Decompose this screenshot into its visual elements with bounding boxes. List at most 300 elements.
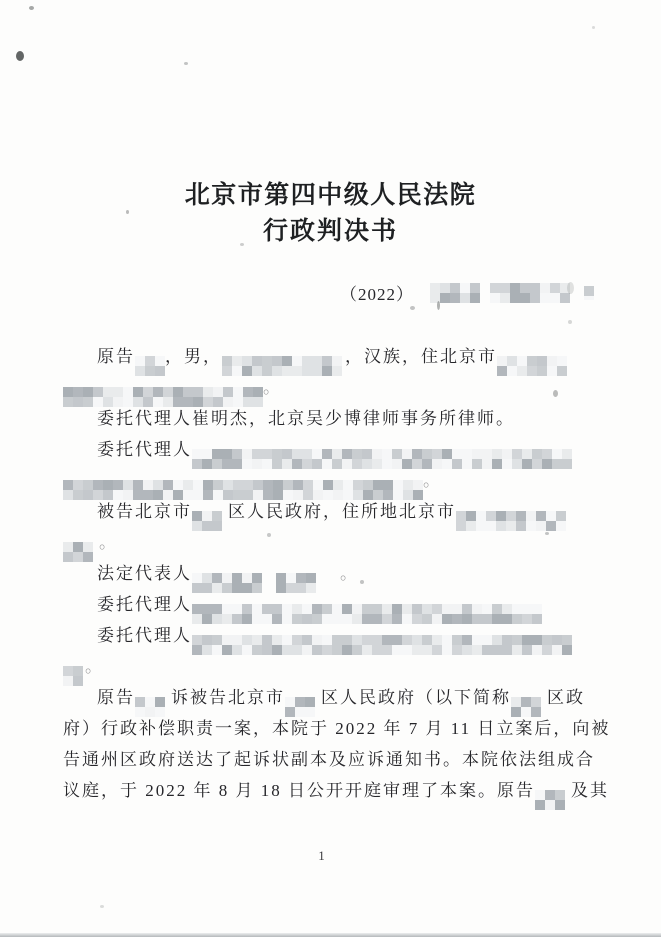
mosaic-cell: [442, 645, 452, 655]
mosaic-cell: [133, 480, 143, 490]
mosaic-cell: [183, 480, 193, 490]
mosaic-cell: [73, 552, 83, 562]
mosaic-cell: [502, 635, 512, 645]
text-segment: 。: [340, 564, 359, 583]
mosaic-cell: [547, 356, 557, 366]
mosaic-cell: [332, 356, 342, 366]
mosaic-cell: [73, 397, 83, 407]
mosaic-cell: [342, 635, 352, 645]
mosaic-cell: [163, 480, 173, 490]
mosaic-cell: [242, 645, 252, 655]
mosaic-cell: [403, 480, 413, 490]
scan-speckle: [410, 306, 415, 310]
mosaic-cell: [507, 356, 517, 366]
mosaic-cell: [302, 604, 312, 614]
mosaic-cell: [143, 387, 153, 397]
text-segment: 议庭，于 2022 年 8 月 18 日公开开庭审理了本案。原告: [63, 781, 535, 800]
mosaic-cell: [496, 511, 506, 521]
mosaic-cell: [233, 387, 243, 397]
mosaic-cell: [512, 459, 522, 469]
mosaic-cell: [537, 366, 547, 376]
mosaic-cell: [460, 293, 470, 303]
redaction-block: [490, 283, 579, 303]
mosaic-cell: [527, 356, 537, 366]
redaction-block: [584, 286, 597, 300]
mosaic-cell: [272, 356, 282, 366]
mosaic-cell: [192, 645, 202, 655]
mosaic-cell: [306, 573, 316, 583]
mosaic-cell: [372, 635, 382, 645]
mosaic-cell: [312, 635, 322, 645]
text-segment: 法定代表人: [97, 564, 192, 583]
mosaic-cell: [452, 604, 462, 614]
mosaic-cell: [242, 449, 252, 459]
scan-speckle: [267, 533, 271, 537]
mosaic-cell: [113, 387, 123, 397]
mosaic-cell: [422, 449, 432, 459]
scan-speckle: [592, 26, 595, 29]
mosaic-cell: [232, 356, 242, 366]
mosaic-cell: [332, 645, 342, 655]
court-name: 北京市第四中级人民法院: [184, 182, 477, 209]
mosaic-cell: [202, 573, 212, 583]
mosaic-cell: [296, 573, 306, 583]
mosaic-cell: [362, 449, 372, 459]
scan-speckle: [126, 210, 129, 214]
mosaic-cell: [470, 283, 480, 293]
mosaic-cell: [535, 790, 545, 800]
text-line: [63, 465, 608, 496]
scan-speckle: [437, 301, 440, 310]
mosaic-cell: [562, 459, 572, 469]
mosaic-cell: [482, 459, 492, 469]
mosaic-cell: [430, 283, 440, 293]
scan-speckle: [567, 282, 574, 294]
mosaic-cell: [305, 697, 315, 707]
text-line: [63, 620, 608, 651]
mosaic-cell: [223, 387, 233, 397]
text-segment: 委托代理人: [97, 595, 192, 614]
mosaic-cell: [540, 283, 550, 293]
mosaic-cell: [440, 293, 450, 303]
mosaic-cell: [153, 387, 163, 397]
mosaic-cell: [292, 356, 302, 366]
mosaic-cell: [460, 283, 470, 293]
mosaic-cell: [512, 645, 522, 655]
text-line: [63, 558, 608, 589]
mosaic-cell: [212, 604, 222, 614]
mosaic-cell: [562, 645, 572, 655]
mosaic-cell: [506, 521, 516, 531]
scan-speckle: [545, 532, 549, 535]
mosaic-cell: [312, 356, 322, 366]
mosaic-cell: [73, 542, 83, 552]
mosaic-cell: [500, 283, 510, 293]
mosaic-cell: [521, 697, 531, 707]
text-segment: 诉被告北京市: [171, 688, 285, 707]
mosaic-cell: [462, 635, 472, 645]
mosaic-cell: [462, 604, 472, 614]
mosaic-cell: [282, 635, 292, 645]
mosaic-cell: [202, 449, 212, 459]
mosaic-cell: [472, 449, 482, 459]
mosaic-cell: [402, 635, 412, 645]
mosaic-cell: [63, 542, 73, 552]
mosaic-cell: [302, 645, 312, 655]
mosaic-cell: [212, 635, 222, 645]
mosaic-cell: [546, 511, 556, 521]
mosaic-cell: [486, 521, 496, 531]
mosaic-cell: [63, 676, 73, 686]
mosaic-cell: [222, 604, 232, 614]
mosaic-cell: [502, 604, 512, 614]
mosaic-cell: [332, 449, 342, 459]
mosaic-cell: [232, 645, 242, 655]
mosaic-cell: [500, 293, 510, 303]
mosaic-cell: [492, 459, 502, 469]
text-segment: 被告北京市: [97, 502, 192, 521]
mosaic-cell: [472, 635, 482, 645]
text-line: [63, 527, 608, 558]
text-segment: 区政: [547, 688, 585, 707]
mosaic-cell: [555, 790, 565, 800]
mosaic-cell: [546, 521, 556, 531]
text-segment: 区人民政府（以下简称: [321, 688, 511, 707]
mosaic-cell: [262, 645, 272, 655]
mosaic-cell: [212, 645, 222, 655]
mosaic-cell: [556, 511, 566, 521]
mosaic-cell: [352, 635, 362, 645]
mosaic-cell: [540, 293, 550, 303]
mosaic-cell: [242, 356, 252, 366]
mosaic-cell: [506, 511, 516, 521]
mosaic-cell: [286, 573, 296, 583]
mosaic-cell: [532, 635, 542, 645]
mosaic-cell: [312, 645, 322, 655]
mosaic-cell: [193, 387, 203, 397]
mosaic-cell: [450, 283, 460, 293]
mosaic-cell: [352, 449, 362, 459]
mosaic-cell: [362, 604, 372, 614]
mosaic-cell: [382, 449, 392, 459]
redaction-block: [430, 283, 482, 303]
mosaic-cell: [452, 449, 462, 459]
scan-speckle: [100, 905, 104, 908]
mosaic-cell: [522, 604, 532, 614]
mosaic-cell: [412, 604, 422, 614]
mosaic-cell: [83, 490, 93, 500]
mosaic-cell: [552, 449, 562, 459]
mosaic-cell: [562, 635, 572, 645]
mosaic-cell: [470, 293, 480, 303]
mosaic-cell: [212, 521, 222, 531]
mosaic-cell: [492, 645, 502, 655]
mosaic-cell: [312, 366, 322, 376]
mosaic-cell: [502, 645, 512, 655]
mosaic-cell: [193, 480, 203, 490]
mosaic-cell: [153, 480, 163, 490]
mosaic-cell: [83, 542, 93, 552]
mosaic-cell: [222, 635, 232, 645]
mosaic-cell: [412, 645, 422, 655]
scan-speckle: [184, 62, 188, 65]
mosaic-cell: [550, 293, 560, 303]
mosaic-cell: [145, 356, 155, 366]
mosaic-cell: [413, 480, 423, 490]
mosaic-cell: [262, 356, 272, 366]
mosaic-cell: [482, 449, 492, 459]
mosaic-cell: [192, 573, 202, 583]
mosaic-cell: [372, 645, 382, 655]
text-line: [63, 372, 608, 403]
scan-speckle: [16, 51, 24, 61]
case-number-prefix: （2022）: [340, 285, 414, 304]
mosaic-cell: [242, 573, 252, 583]
mosaic-cell: [342, 449, 352, 459]
mosaic-cell: [526, 521, 536, 531]
mosaic-cell: [253, 387, 263, 397]
scan-speckle: [553, 390, 558, 397]
mosaic-cell: [213, 387, 223, 397]
mosaic-cell: [497, 366, 507, 376]
mosaic-cell: [282, 356, 292, 366]
mosaic-cell: [522, 449, 532, 459]
mosaic-cell: [476, 511, 486, 521]
mosaic-cell: [550, 283, 560, 293]
mosaic-cell: [462, 459, 472, 469]
mosaic-cell: [555, 800, 565, 810]
mosaic-cell: [412, 635, 422, 645]
text-line: [63, 403, 608, 434]
mosaic-cell: [492, 635, 502, 645]
mosaic-cell: [252, 645, 262, 655]
text-segment: 委托代理人: [97, 626, 192, 645]
mosaic-cell: [527, 366, 537, 376]
mosaic-cell: [285, 697, 295, 707]
mosaic-cell: [442, 635, 452, 645]
text-segment: 委托代理人: [97, 440, 192, 459]
mosaic-cell: [83, 480, 93, 490]
mosaic-cell: [192, 449, 202, 459]
mosaic-cell: [402, 449, 412, 459]
mosaic-cell: [584, 296, 594, 300]
mosaic-cell: [466, 511, 476, 521]
mosaic-cell: [476, 521, 486, 531]
mosaic-cell: [73, 666, 83, 676]
page-number: 1: [318, 848, 325, 863]
mosaic-cell: [392, 645, 402, 655]
mosaic-cell: [452, 459, 462, 469]
redaction-block: [63, 666, 85, 686]
mosaic-cell: [155, 697, 165, 707]
mosaic-cell: [103, 480, 113, 490]
text-line: [63, 434, 608, 465]
mosaic-cell: [262, 449, 272, 459]
mosaic-cell: [510, 283, 520, 293]
mosaic-cell: [456, 511, 466, 521]
text-segment: 原告: [97, 688, 135, 707]
mosaic-cell: [73, 480, 83, 490]
mosaic-cell: [362, 645, 372, 655]
mosaic-cell: [440, 283, 450, 293]
mosaic-cell: [402, 604, 412, 614]
mosaic-cell: [383, 480, 393, 490]
text-segment: 。: [85, 657, 104, 676]
mosaic-cell: [253, 480, 263, 490]
mosaic-cell: [83, 552, 93, 562]
mosaic-cell: [283, 480, 293, 490]
mosaic-cell: [223, 480, 233, 490]
mosaic-cell: [135, 356, 145, 366]
mosaic-cell: [456, 521, 466, 531]
mosaic-cell: [243, 480, 253, 490]
mosaic-cell: [392, 449, 402, 459]
mosaic-cell: [472, 604, 482, 614]
text-line: [63, 589, 608, 620]
mosaic-cell: [372, 449, 382, 459]
mosaic-cell: [252, 573, 262, 583]
mosaic-cell: [462, 645, 472, 655]
mosaic-cell: [232, 449, 242, 459]
mosaic-cell: [252, 356, 262, 366]
mosaic-cell: [452, 645, 462, 655]
mosaic-cell: [222, 449, 232, 459]
mosaic-cell: [353, 480, 363, 490]
mosaic-cell: [212, 449, 222, 459]
mosaic-cell: [133, 387, 143, 397]
text-segment: 。: [263, 378, 282, 397]
mosaic-cell: [352, 604, 362, 614]
mosaic-cell: [322, 604, 332, 614]
mosaic-cell: [502, 449, 512, 459]
mosaic-cell: [530, 283, 540, 293]
mosaic-cell: [517, 366, 527, 376]
mosaic-cell: [532, 645, 542, 655]
mosaic-cell: [63, 490, 73, 500]
mosaic-cell: [192, 635, 202, 645]
mosaic-cell: [542, 459, 552, 469]
mosaic-cell: [343, 480, 353, 490]
mosaic-cell: [73, 490, 83, 500]
mosaic-cell: [302, 635, 312, 645]
mosaic-cell: [135, 697, 145, 707]
scan-bottom-edge: [0, 933, 661, 937]
mosaic-cell: [252, 635, 262, 645]
mosaic-cell: [292, 635, 302, 645]
mosaic-cell: [393, 480, 403, 490]
scan-speckle: [360, 580, 364, 584]
mosaic-cell: [492, 449, 502, 459]
mosaic-cell: [73, 387, 83, 397]
mosaic-cell: [442, 604, 452, 614]
mosaic-cell: [83, 397, 93, 407]
mosaic-cell: [282, 604, 292, 614]
scan-speckle: [29, 6, 34, 10]
mosaic-cell: [556, 521, 566, 531]
mosaic-cell: [312, 449, 322, 459]
mosaic-cell: [532, 459, 542, 469]
mosaic-cell: [432, 635, 442, 645]
mosaic-cell: [402, 645, 412, 655]
mosaic-cell: [232, 604, 242, 614]
mosaic-cell: [83, 387, 93, 397]
text-line: [63, 713, 611, 744]
mosaic-cell: [482, 635, 492, 645]
mosaic-cell: [173, 480, 183, 490]
mosaic-cell: [202, 635, 212, 645]
mosaic-cell: [302, 356, 312, 366]
mosaic-cell: [432, 645, 442, 655]
redaction-block: [192, 511, 228, 531]
text-line: [63, 682, 608, 713]
mosaic-cell: [537, 356, 547, 366]
text-segment: 原告: [97, 347, 135, 366]
mosaic-cell: [584, 286, 594, 296]
mosaic-cell: [422, 645, 432, 655]
mosaic-cell: [63, 387, 73, 397]
mosaic-cell: [536, 521, 546, 531]
redaction-block: [192, 635, 575, 655]
mosaic-cell: [232, 573, 242, 583]
mosaic-cell: [562, 449, 572, 459]
mosaic-cell: [542, 635, 552, 645]
text-segment: 。: [99, 533, 118, 552]
mosaic-cell: [282, 366, 292, 376]
mosaic-cell: [542, 449, 552, 459]
mosaic-cell: [93, 480, 103, 490]
mosaic-cell: [362, 635, 372, 645]
mosaic-cell: [333, 480, 343, 490]
mosaic-cell: [382, 645, 392, 655]
mosaic-cell: [123, 480, 133, 490]
mosaic-cell: [73, 676, 83, 686]
text-line: [63, 744, 608, 775]
mosaic-cell: [303, 480, 313, 490]
mosaic-cell: [263, 480, 273, 490]
mosaic-cell: [422, 635, 432, 645]
mosaic-cell: [273, 480, 283, 490]
mosaic-cell: [163, 387, 173, 397]
mosaic-cell: [552, 645, 562, 655]
mosaic-cell: [536, 511, 546, 521]
mosaic-cell: [272, 449, 282, 459]
text-segment: 告通州区政府送达了起诉状副本及应诉通知书。本院依法组成合: [63, 750, 595, 769]
redaction-block: [497, 356, 572, 376]
mosaic-cell: [145, 697, 155, 707]
mosaic-cell: [272, 604, 282, 614]
mosaic-cell: [392, 635, 402, 645]
mosaic-cell: [183, 387, 193, 397]
mosaic-cell: [322, 356, 332, 366]
mosaic-cell: [272, 645, 282, 655]
mosaic-cell: [203, 480, 213, 490]
mosaic-cell: [322, 366, 332, 376]
mosaic-cell: [63, 552, 73, 562]
mosaic-cell: [113, 480, 123, 490]
mosaic-cell: [542, 645, 552, 655]
mosaic-cell: [520, 293, 530, 303]
mosaic-cell: [472, 645, 482, 655]
mosaic-cell: [512, 635, 522, 645]
mosaic-cell: [516, 511, 526, 521]
mosaic-cell: [276, 573, 286, 583]
mosaic-cell: [442, 459, 452, 469]
mosaic-cell: [292, 604, 302, 614]
mosaic-cell: [557, 366, 567, 376]
mosaic-cell: [192, 511, 202, 521]
mosaic-cell: [432, 604, 442, 614]
mosaic-cell: [272, 635, 282, 645]
